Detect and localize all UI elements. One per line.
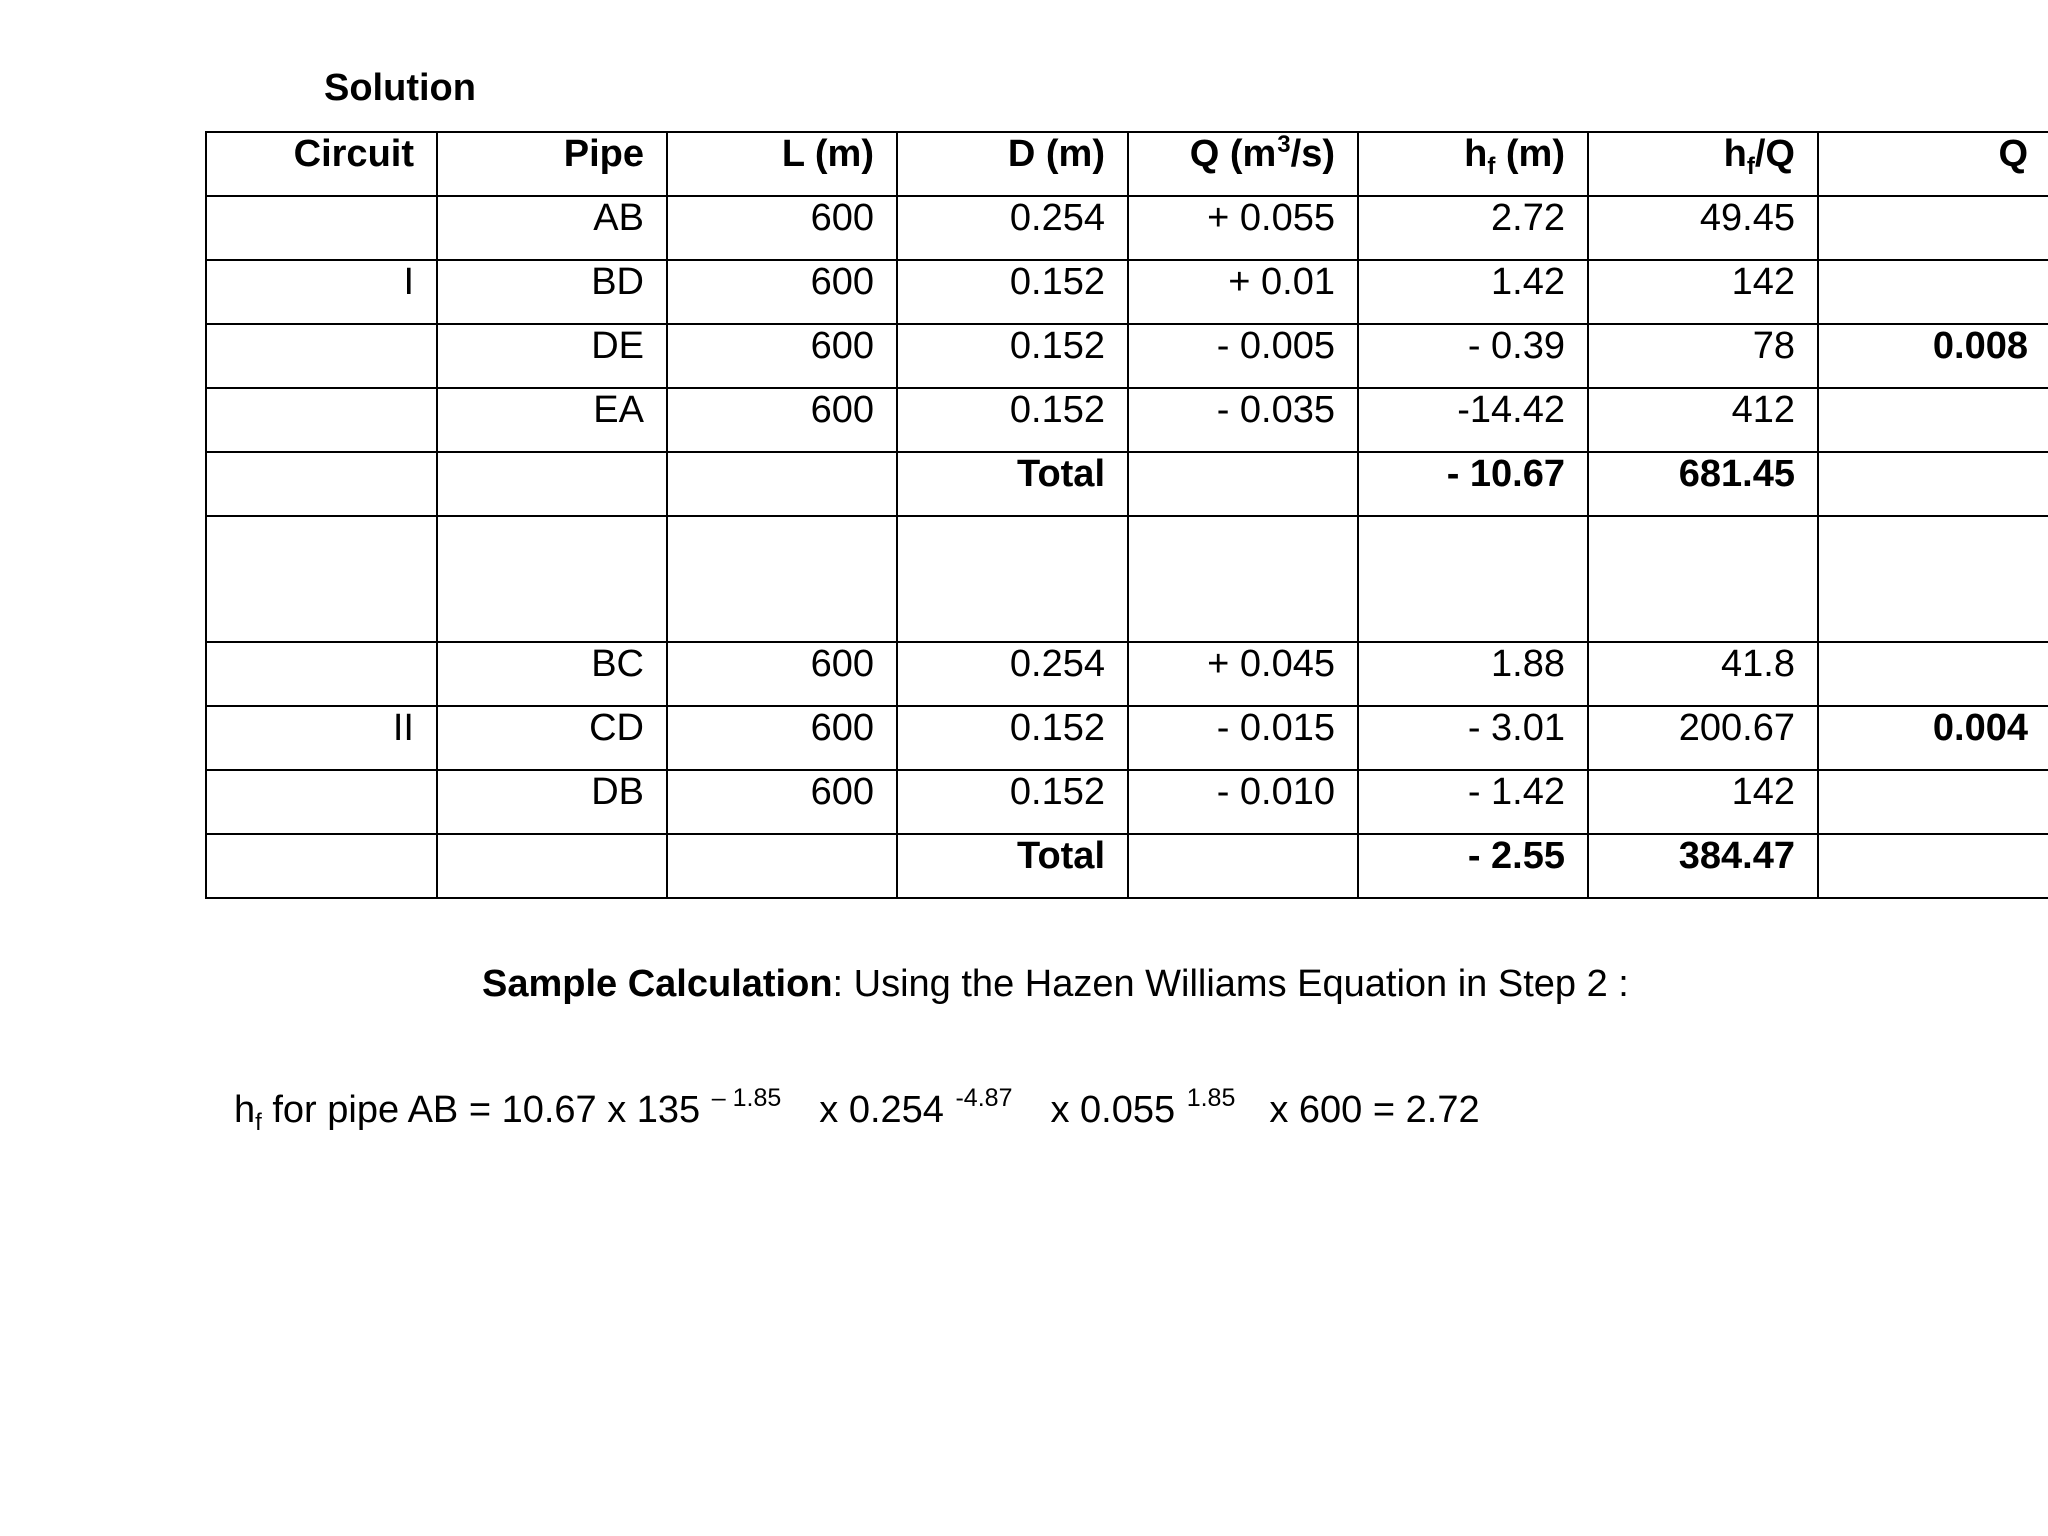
cell-correction xyxy=(1818,260,2048,324)
cell-flow: - 0.035 xyxy=(1128,388,1358,452)
sample-calculation xyxy=(482,960,1629,1008)
cell-headloss-ratio: 78 xyxy=(1588,324,1818,388)
cell-headloss: - 3.01 xyxy=(1358,706,1588,770)
total-label: Total xyxy=(897,452,1128,516)
cell-length: 600 xyxy=(667,642,897,706)
cell-length: 600 xyxy=(667,388,897,452)
cell-length: 600 xyxy=(667,196,897,260)
cell-diameter: 0.254 xyxy=(897,642,1128,706)
cell-length: 600 xyxy=(667,260,897,324)
cell-headloss-ratio: 41.8 xyxy=(1588,642,1818,706)
cell-circuit: I xyxy=(206,260,437,324)
sample-text: : Using the Hazen Williams Equation in Step 2 : xyxy=(832,963,1629,1005)
header-diameter: D (m) xyxy=(897,132,1128,196)
cell-pipe: BC xyxy=(437,642,667,706)
cell-flow: + 0.045 xyxy=(1128,642,1358,706)
cell-pipe: EA xyxy=(437,388,667,452)
table-row xyxy=(206,770,2048,834)
table-row xyxy=(206,196,2048,260)
cell-pipe: DE xyxy=(437,324,667,388)
total-label: Total xyxy=(897,834,1128,898)
cell-headloss-ratio: 49.45 xyxy=(1588,196,1818,260)
cell-headloss: 1.88 xyxy=(1358,642,1588,706)
cell-headloss: 1.42 xyxy=(1358,260,1588,324)
header-length: L (m) xyxy=(667,132,897,196)
cell-empty xyxy=(667,834,897,898)
cell-empty xyxy=(667,452,897,516)
cell-circuit: II xyxy=(206,706,437,770)
cell-empty xyxy=(1818,452,2048,516)
cell-headloss: -14.42 xyxy=(1358,388,1588,452)
cell-pipe: CD xyxy=(437,706,667,770)
table-row xyxy=(206,388,2048,452)
cell-diameter: 0.152 xyxy=(897,260,1128,324)
cell-correction xyxy=(1818,388,2048,452)
cell-pipe: BD xyxy=(437,260,667,324)
table-row xyxy=(206,324,2048,388)
table-row xyxy=(206,642,2048,706)
table-row xyxy=(206,706,2048,770)
cell-correction: 0.004 xyxy=(1818,706,2048,770)
header-headloss: $h_f$ (m) xyxy=(1358,132,1588,196)
exponent-c: – 1.85 xyxy=(711,1084,782,1112)
header-circuit: Circuit xyxy=(206,132,437,196)
spacer-row xyxy=(206,516,2048,642)
cell-empty xyxy=(1818,834,2048,898)
headloss-equation: $h_f$ for pipe AB = 10.67 x 135 $^{- 1.85}$ x 0.254 $^{-4.87}$ x 0.055 $^{1.85}$ x 600 = 2.72 xyxy=(234,1084,1480,1136)
cell-empty xyxy=(206,452,437,516)
cell-flow: - 0.015 xyxy=(1128,706,1358,770)
exponent-q: 1.85 xyxy=(1186,1084,1236,1112)
cell-empty xyxy=(437,834,667,898)
cell-headloss-ratio: 412 xyxy=(1588,388,1818,452)
header-flow: Q $(m^3/s)$ xyxy=(1128,132,1358,196)
total-row xyxy=(206,834,2048,898)
total-headloss: - 2.55 xyxy=(1358,834,1588,898)
cell-length: 600 xyxy=(667,770,897,834)
cell-diameter: 0.254 xyxy=(897,196,1128,260)
header-row xyxy=(206,132,2048,196)
cell-pipe: AB xyxy=(437,196,667,260)
sample-lead: Sample Calculation xyxy=(482,963,833,1005)
cell-flow: + 0.055 xyxy=(1128,196,1358,260)
table-row xyxy=(206,260,2048,324)
cell-headloss-ratio: 142 xyxy=(1588,260,1818,324)
cell-length: 600 xyxy=(667,706,897,770)
total-headloss: - 10.67 xyxy=(1358,452,1588,516)
cell-circuit xyxy=(206,388,437,452)
cell-correction xyxy=(1818,642,2048,706)
total-headloss-ratio: 681.45 xyxy=(1588,452,1818,516)
cell-circuit xyxy=(206,324,437,388)
cell-flow: - 0.010 xyxy=(1128,770,1358,834)
cell-empty xyxy=(1128,834,1358,898)
cell-diameter: 0.152 xyxy=(897,770,1128,834)
cell-empty xyxy=(206,834,437,898)
header-pipe: Pipe xyxy=(437,132,667,196)
cell-circuit xyxy=(206,770,437,834)
header-correction: Q xyxy=(1818,132,2048,196)
header-headloss-ratio: $h_f/Q$ xyxy=(1588,132,1818,196)
page-title: Solution xyxy=(324,67,476,109)
cell-diameter: 0.152 xyxy=(897,324,1128,388)
cell-headloss-ratio: 142 xyxy=(1588,770,1818,834)
cell-circuit xyxy=(206,642,437,706)
cell-empty xyxy=(1128,452,1358,516)
cell-circuit xyxy=(206,196,437,260)
cell-headloss: - 1.42 xyxy=(1358,770,1588,834)
cell-correction xyxy=(1818,196,2048,260)
cell-flow: - 0.005 xyxy=(1128,324,1358,388)
cell-flow: + 0.01 xyxy=(1128,260,1358,324)
cell-correction xyxy=(1818,770,2048,834)
cell-pipe: DB xyxy=(437,770,667,834)
cell-headloss: 2.72 xyxy=(1358,196,1588,260)
cell-headloss: - 0.39 xyxy=(1358,324,1588,388)
total-row xyxy=(206,452,2048,516)
exponent-d: -4.87 xyxy=(955,1084,1013,1112)
solution-table xyxy=(205,131,2048,899)
cell-headloss-ratio: 200.67 xyxy=(1588,706,1818,770)
cell-diameter: 0.152 xyxy=(897,388,1128,452)
total-headloss-ratio: 384.47 xyxy=(1588,834,1818,898)
cell-correction: 0.008 xyxy=(1818,324,2048,388)
cell-diameter: 0.152 xyxy=(897,706,1128,770)
cell-empty xyxy=(437,452,667,516)
cell-length: 600 xyxy=(667,324,897,388)
